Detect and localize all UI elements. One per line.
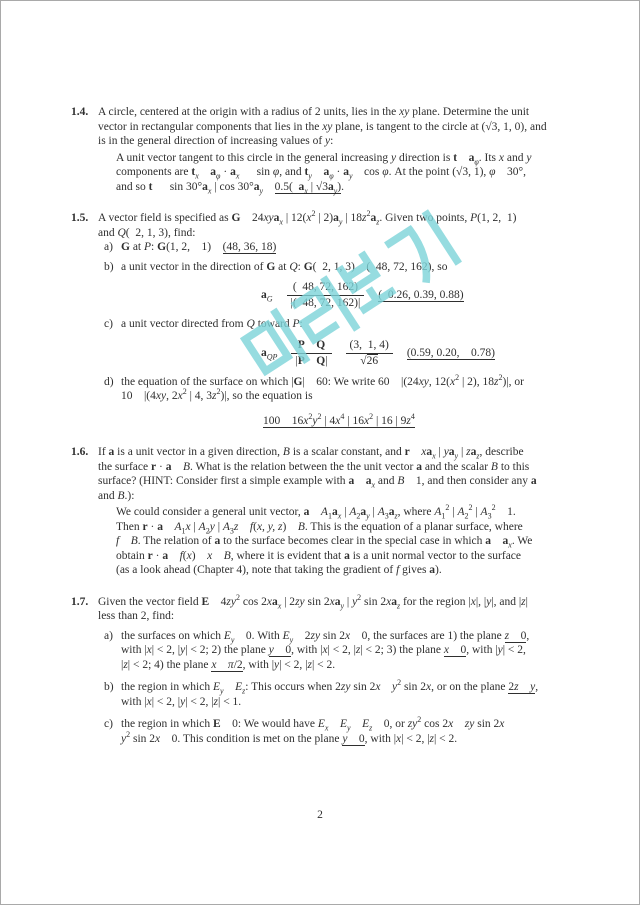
list-item-b-cont: with |x| < 2, |y| < 2, |z| < 1. xyxy=(121,695,242,708)
list-item-c-cont: $y^2$ sin 2x 0. This condition is met on the plane y 0, with |x| < 2, |z| < 2. xyxy=(121,729,458,745)
page-content xyxy=(71,105,583,763)
item-label: c) xyxy=(104,718,113,730)
problem-number: 1.7. xyxy=(71,595,89,608)
solution-line: We could consider a general unit vector, a $A_1a_x$ | $A_2a_y$ | $A_3a_z$, where $A_1^2$ | $A_2^2$ | $A_3^2$ 1. xyxy=(116,503,516,521)
item-text: the region in which E 0: We would have $E_x$ $E_y$ $E_z$ 0, or $zy^2$ cos 2x zy sin 2x xyxy=(121,715,505,733)
item-label: b) xyxy=(104,260,114,273)
formula-aQP xyxy=(261,339,583,368)
fraction-denominator: √26 xyxy=(360,354,379,367)
fraction-numerator: P Q xyxy=(291,339,331,354)
item-label: a) xyxy=(104,629,113,642)
solution-line: and so t $\sin 30^\circ a_x$ | $\cos 30^\circ a_y$ 0.5( $a_x$ | $√3a_y$). xyxy=(116,180,345,195)
statement-text: A circle, centered at the origin with a radius of 2 units, lies in the xy plane. Determine the unit xyxy=(98,106,530,118)
page-number: 2 xyxy=(317,809,323,821)
item-label: c) xyxy=(104,318,113,330)
formula-result: ( 0.26, 0.39, 0.88) xyxy=(378,289,464,301)
fraction-numerator: ( 48, 72, 162) xyxy=(287,281,365,296)
fraction-numerator: (3, 1, 4) xyxy=(346,339,393,354)
problem-statement-line xyxy=(71,105,583,120)
formula-lhs: $a_G$ xyxy=(261,289,273,304)
list-item-b xyxy=(71,260,583,275)
fraction-denominator: |P Q| xyxy=(295,354,328,367)
problem-statement-line: less than 2, find: xyxy=(98,610,175,622)
problem-statement-line: the surface r · a B. What is the relation between the the unit vector a and the scalar B to this xyxy=(98,460,530,473)
list-item-a xyxy=(71,629,583,644)
solution-line: A unit vector tangent to this circle in the general increasing y direction is t $a_\varphi$. Its x and y xyxy=(116,151,532,166)
centered-equation: 100 $16x^2y^2$ | $4x^4$ | $16x^2$ | 16 | $9z^4$ xyxy=(263,411,415,427)
solution-line: components are $t_x$ $a_\varphi \cdot a_x$ sin φ, and $t_y$ $a_\varphi \cdot a_y$ cos φ. At the point (√3, 1), φ 30°, xyxy=(116,166,527,181)
statement-text: If a is a unit vector in a given direction, B is a scalar constant, and r $xa_x$ | $ya_y$ | $za_z$, describe xyxy=(98,446,524,461)
item-text: the equation of the surface on which |G| 60: We write 60 |(24xy, $12(x^2$ | 2), $18z^2)|$, or xyxy=(121,372,524,388)
statement-text: Given the vector field E $4zy^2$ $\cos 2xa_x$ | 2zy $\sin 2xa_y$ | $y^2$ $\sin 2xa_z$ for the region |x|, |y|, and |z| xyxy=(98,592,528,610)
list-item-b xyxy=(71,680,583,695)
formula-lhs: $a_{QP}$ xyxy=(261,346,278,361)
problem-number: 1.5. xyxy=(71,212,89,224)
solution-line: Then r · a $A_1x$ | $A_2y$ | $A_3z$ f(x, y, z) B. This is the equation of a planar surface, where xyxy=(116,520,523,535)
problem-statement-line xyxy=(71,211,583,226)
problem-number: 1.6. xyxy=(71,446,89,458)
item-label: d) xyxy=(104,375,114,388)
problem-statement-line: surface? (HINT: Consider first a simple example with a $a_x$ and B 1, and then consider any a xyxy=(98,475,537,490)
solution-line: obtain r · a f(x) x B, where it is evident that a is a unit normal vector to the surface xyxy=(116,549,522,562)
problem-statement-line xyxy=(71,445,583,460)
item-label: b) xyxy=(104,681,114,693)
statement-text: A vector field is specified as G 24xya$_x$ | $12(x^2$ | $2)a_y$ | $18z^2a_z$. Given two points, P(1, 2, 1) xyxy=(98,209,517,227)
list-item-d xyxy=(71,372,583,390)
problem-1-6 xyxy=(71,445,583,578)
fraction xyxy=(291,339,331,368)
formula-result: (0.59, 0.20, 0.78) xyxy=(406,346,495,359)
problem-statement-line: is in the general direction of increasing values of y: xyxy=(98,135,334,147)
problem-1-4 xyxy=(71,105,583,194)
list-item-c xyxy=(71,717,583,732)
solution-line: (as a look ahead (Chapter 4), note that taking the gradient of f gives a). xyxy=(116,564,442,576)
fraction xyxy=(287,281,365,310)
problem-1-5 xyxy=(71,211,583,428)
formula-aG xyxy=(261,281,583,310)
fraction-denominator: |( 48, 72, 162)| xyxy=(290,297,361,309)
problem-statement-line: and B.): xyxy=(98,489,135,502)
item-text: the region in which $E_y$ $E_z$: This occurs when 2zy sin 2x $y^2$ sin 2x, or on the plane 2z y, xyxy=(121,678,539,696)
fraction xyxy=(346,339,393,368)
solution-line: f B. The relation of a to the surface becomes clear in the special case in which a $a_x$. We xyxy=(116,535,533,550)
item-text: the surfaces on which $E_y$ 0. With $E_y$ 2zy sin 2x 0, the surfaces are 1) the plane z 0, xyxy=(121,629,530,644)
problem-statement-line: and Q( 2, 1, 3), find: xyxy=(98,226,196,239)
list-item-a-cont: with |x| < 2, |y| < 2; 2) the plane y 0, with |x| < 2, |z| < 2; 3) the plane x 0, with |y| < 2, xyxy=(121,644,526,656)
list-item-a xyxy=(71,240,583,255)
problem-statement-line xyxy=(71,592,583,610)
item-text: G at P: G(1, 2, 1) (48, 36, 18) xyxy=(121,241,277,253)
problem-statement-line: vector in rectangular components that lies in the xy plane, is tangent to the circle at (√3, 1, 0), and xyxy=(98,120,547,133)
list-item-d-cont: 10 |(4xy, $2x^2$ | 4, $3z^2)|$, so the equation is xyxy=(121,387,313,402)
item-text: a unit vector directed from Q toward P: xyxy=(121,318,303,330)
item-label: a) xyxy=(104,241,113,253)
list-item-c xyxy=(71,317,583,332)
list-item-a-cont: |z| < 2; 4) the plane x π/2, with |y| < 2, |z| < 2. xyxy=(121,658,336,671)
problem-1-7 xyxy=(71,592,583,747)
problem-number: 1.4. xyxy=(71,106,89,118)
item-text: a unit vector in the direction of G at Q: G( 2, 1, 3) ( 48, 72, 162), so xyxy=(121,260,448,273)
